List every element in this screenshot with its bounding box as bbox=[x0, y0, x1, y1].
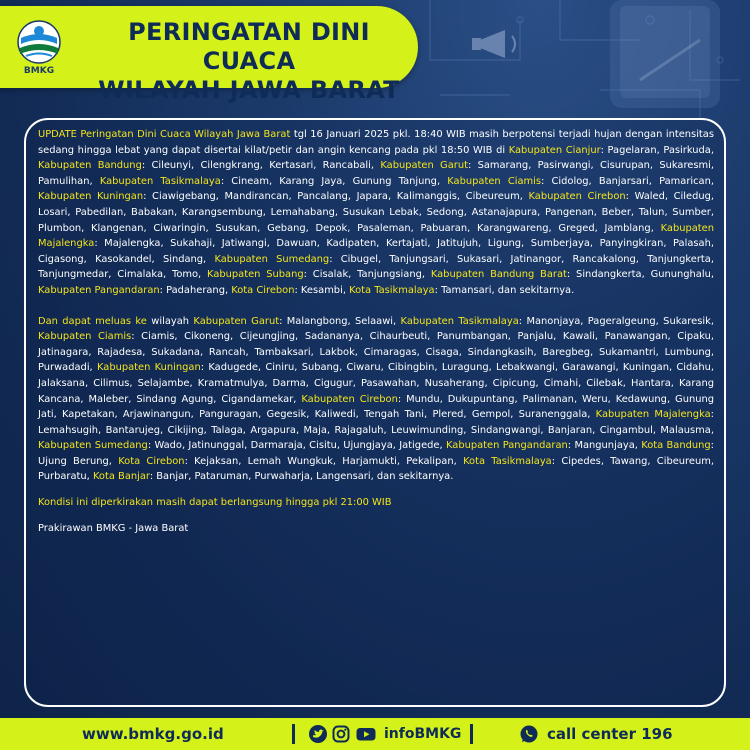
footer-divider bbox=[470, 724, 473, 744]
region-name: Kabupaten Cirebon bbox=[301, 393, 398, 405]
district-list: : Kesambi, bbox=[294, 284, 350, 296]
title-line-2: WILAYAH JAWA BARAT bbox=[98, 76, 400, 104]
region-name: Kabupaten Pangandaran bbox=[445, 440, 568, 452]
region-name: Kota Cirebon bbox=[231, 284, 295, 296]
region-name: Kota Bandung bbox=[641, 440, 711, 452]
region-name: Kabupaten Bandung bbox=[38, 160, 142, 172]
region-name: Kabupaten Sumedang bbox=[214, 253, 330, 265]
region-name: Kabupaten Bandung Barat bbox=[430, 269, 567, 281]
region-name: Kabupaten Subang bbox=[207, 269, 304, 281]
district-list: : Ciamis, Cikoneng, Cijeungjing, Sadananya, Cihaurbeuti, Panumbangan, Panjalu, Kawali, Panawangan, Cipaku, Jatinagara, Rajadesa, Sukadana, Rancah, Tambaksari, Lakbok, Cimaragas, Cisaga, Sindangkasih, Baregbeg, Sukamantri, Lumbung, Purwadadi, bbox=[38, 331, 715, 374]
region-name: Kabupaten Kuningan bbox=[38, 191, 144, 203]
district-list: : Manonjaya, Pageralgeung, Sukaresik, bbox=[518, 315, 714, 327]
logo-label: BMKG bbox=[23, 66, 55, 76]
region-name: Kabupaten Tasikmalaya bbox=[99, 175, 221, 187]
footer-divider bbox=[292, 724, 295, 744]
forecaster-signature: Prakirawan BMKG - Jawa Barat bbox=[38, 522, 189, 534]
district-list: : Lemahsugih, Bantarujeg, Cikijing, Talaga, Argapura, Maja, Rajagaluh, Leuwimunding, Sindangwangi, Banjaran, Cingambul, Malausma, bbox=[38, 409, 714, 436]
district-list: : Kejaksan, Lemah Wungkuk, Harjamukti, Pekalipan, bbox=[184, 455, 464, 467]
page-title bbox=[84, 18, 414, 105]
megaphone-icon bbox=[472, 30, 515, 58]
district-list: : Cineam, Karang Jaya, Gunung Tanjung, bbox=[220, 175, 448, 187]
region-name: Kabupaten Majalengka bbox=[595, 409, 711, 421]
district-list: : Padaherang, bbox=[159, 284, 232, 296]
duration-note: Kondisi ini diperkirakan masih dapat berlangsung hingga pkl 21:00 WIB bbox=[38, 497, 392, 509]
district-list: : Banjar, Pataruman, Purwaharja, Langensari, dan sekitarnya. bbox=[149, 471, 454, 483]
twitter-icon[interactable] bbox=[309, 725, 327, 743]
region-name: Kabupaten Majalengka bbox=[38, 222, 714, 250]
region-name: Kota Tasikmalaya bbox=[463, 455, 552, 467]
region-name: Kabupaten Garut bbox=[193, 315, 280, 327]
district-list: : Cibugel, Tanjungsari, Sukasari, Jatinangor, Rancakalong, Tanjungkerta, Tanjungmedar, Cimalaka, Tomo, bbox=[38, 253, 714, 281]
district-list: : Malangbong, Selaawi, bbox=[279, 315, 401, 327]
district-list: : Samarang, Pasirwangi, Cisurupan, Sukaresmi, Pamulihan, bbox=[38, 160, 715, 187]
region-name: Kota Banjar bbox=[92, 471, 150, 483]
region-name: Kabupaten Sumedang bbox=[38, 440, 148, 452]
region-name: Kabupaten Garut bbox=[380, 160, 468, 172]
title-line-1: PERINGATAN DINI CUACA bbox=[128, 18, 370, 75]
district-list: tgl 16 Januari 2025 pkl. 18:40 WIB masih berpotensi terjadi hujan dengan intensitas sedang hingga lebat yang dapat disertai kilat/petir dan angin kencang pada pkl 18:50 WIB di bbox=[38, 129, 715, 156]
warning-text bbox=[38, 127, 714, 536]
region-name: Kabupaten Ciamis bbox=[38, 331, 132, 343]
region-name: Kabupaten Pangandaran bbox=[38, 284, 160, 296]
region-name: UPDATE Peringatan Dini Cuaca Wilayah Jawa Barat bbox=[38, 129, 291, 140]
region-name: Kabupaten Cianjur bbox=[508, 144, 601, 156]
district-list: : Cipedes, Tawang, Cibeureum, Purbaratu, bbox=[38, 455, 714, 483]
call-center[interactable]: call center 196 bbox=[547, 725, 673, 743]
district-list: : Cileunyi, Cilengkrang, Kertasari, Rancabali, bbox=[141, 160, 381, 172]
district-list: : Kadugede, Ciniru, Subang, Ciwaru, Cibingbin, Luragung, Lebakwangi, Garawangi, Kuningan, Cidahu, Jalaksana, Cilimus, Selajambe, Kramatmulya, Darma, Cigugur, Pasawahan, Nusaherang, Cipicung, Cimahi, Cilebak, Hantara, Karang Kancana, Maleber, Sindang Agung, Cigandamekar, bbox=[38, 362, 714, 405]
district-list: : Cidolog, Banjarsari, Pamarican, bbox=[541, 175, 714, 187]
district-list: : Mundu, Dukupuntang, Palimanan, Weru, Kedawung, Gunung Jati, Kapetakan, Arjawinangun, Panguragan, Gegesik, Kaliwedi, Tengah Tani, Plered, Gempol, Suranenggala, bbox=[38, 393, 714, 421]
region-name: Kabupaten Kuningan bbox=[96, 362, 201, 374]
district-list: : Majalengka, Sukahaji, Jatiwangi, Dawuan, Kadipaten, Kertajati, Jatitujuh, Ligung, Sumberjaya, Panyingkiran, Palasah, Cigasong, Kasokandel, Sindang, bbox=[38, 238, 714, 265]
district-list: : Waled, Ciledug, Losari, Pabedilan, Babakan, Karangsembung, Lemahabang, Susukan Lebak, Sedong, Astanajapura, Pangenan, Beber, Talun, Sumber, Plumbon, Klangenan, Ciwaringin, Susukan, Gebang, Depok, Pasaleman, Pabuaran, Karangwareng, Greged, Jamblang, bbox=[38, 191, 714, 234]
district-list: : Cisalak, Tanjungsiang, bbox=[303, 269, 431, 281]
region-name: Kabupaten Tasikmalaya bbox=[400, 315, 519, 327]
district-list: : Wado, Jatinunggal, Darmaraja, Cisitu, Ujungjaya, Jatigede, bbox=[147, 440, 446, 452]
district-list: : Ujung Berung, bbox=[38, 440, 714, 467]
social-handle[interactable]: infoBMKG bbox=[384, 726, 462, 742]
district-list: wilayah bbox=[146, 315, 194, 327]
website-link[interactable]: www.bmkg.go.id bbox=[82, 725, 224, 743]
district-list: : Tamansari, dan sekitarnya. bbox=[434, 284, 575, 296]
region-name: Dan dapat meluas ke bbox=[38, 315, 147, 327]
warning-paragraph-1 bbox=[38, 127, 714, 299]
district-list: : Sindangkerta, Gununghalu, bbox=[566, 269, 714, 281]
region-name: Kabupaten Ciamis bbox=[447, 175, 542, 187]
warning-paragraph-2 bbox=[38, 314, 714, 486]
instagram-icon[interactable] bbox=[332, 725, 350, 743]
region-name: Kabupaten Cirebon bbox=[528, 191, 626, 203]
region-name: Kota Tasikmalaya bbox=[349, 284, 435, 296]
district-list: : Mangunjaya, bbox=[567, 440, 642, 452]
whatsapp-icon[interactable] bbox=[519, 724, 539, 744]
youtube-icon[interactable] bbox=[356, 725, 376, 743]
footer-bar bbox=[0, 718, 750, 750]
region-name: Kota Cirebon bbox=[118, 455, 185, 467]
district-list: : Ciawigebang, Mandirancan, Pancalang, Japara, Kalimanggis, Cibeureum, bbox=[143, 191, 529, 203]
district-list: : Pagelaran, Pasirkuda, bbox=[600, 144, 714, 156]
